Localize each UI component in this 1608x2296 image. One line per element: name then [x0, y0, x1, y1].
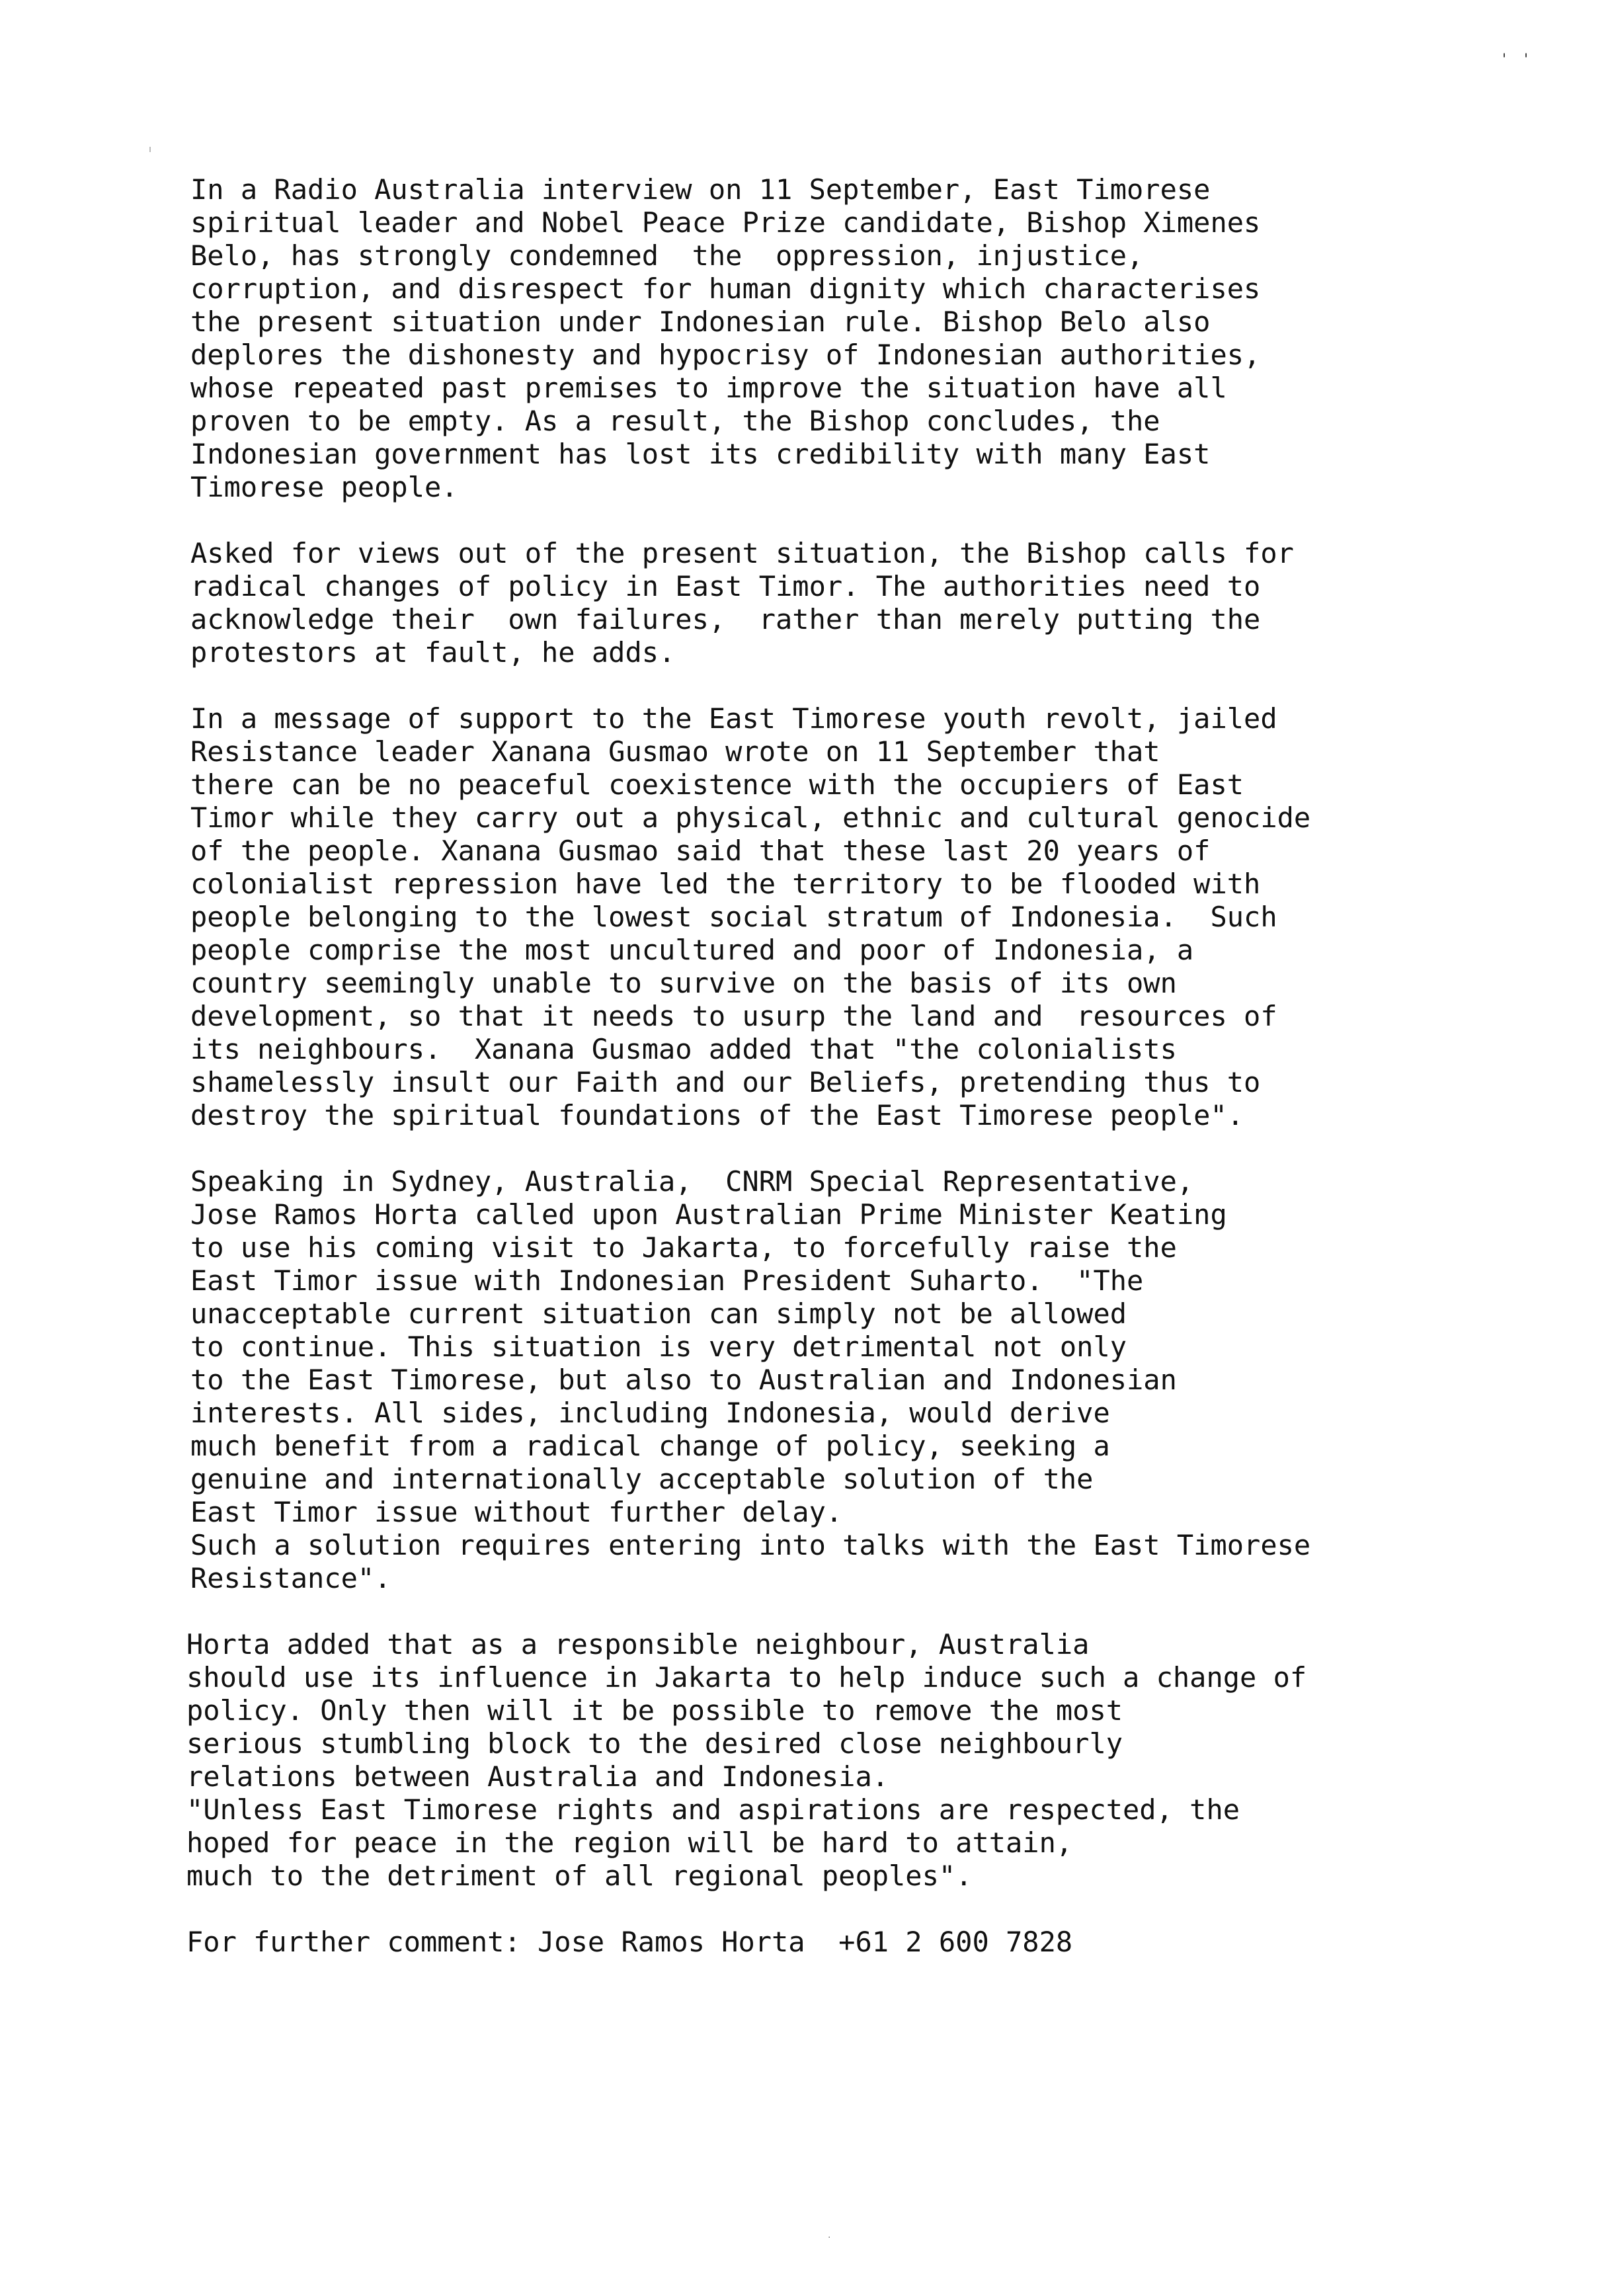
text-line: destroy the spiritual foundations of the East Timorese people".: [190, 1099, 1244, 1131]
text-line: interests. All sides, including Indonesia, would derive: [190, 1397, 1110, 1429]
text-line: unacceptable current situation can simply not be allowed: [190, 1297, 1127, 1330]
text-line: Asked for views out of the present situation, the Bishop calls for: [190, 537, 1294, 569]
text-line: whose repeated past premises to improve the situation have all: [190, 372, 1227, 404]
margin-mark: [149, 147, 151, 152]
paragraph-1: [190, 173, 1519, 504]
text-line: Horta added that as a responsible neighbour, Australia: [186, 1628, 1090, 1660]
paragraph-5: [186, 1628, 1519, 1893]
text-line: Indonesian government has lost its credibility with many East: [190, 438, 1211, 470]
text-line: relations between Australia and Indonesia.: [186, 1760, 889, 1793]
text-line: much to the detriment of all regional peoples".: [186, 1860, 973, 1892]
corner-mark: ' ': [1502, 52, 1535, 68]
text-line: Speaking in Sydney, Australia, CNRM Special Representative,: [190, 1165, 1194, 1198]
text-line: people comprise the most uncultured and poor of Indonesia, a: [190, 934, 1194, 966]
text-line: Jose Ramos Horta called upon Australian Prime Minister Keating: [190, 1198, 1227, 1231]
text-line: acknowledge their own failures, rather than merely putting the: [190, 603, 1261, 636]
text-line: to use his coming visit to Jakarta, to forcefully raise the: [190, 1231, 1177, 1264]
text-line: deplores the dishonesty and hypocrisy of Indonesian authorities,: [190, 339, 1261, 371]
text-line: country seemingly unable to survive on the basis of its own: [190, 967, 1177, 999]
text-line: its neighbours. Xanana Gusmao added that "the colonialists: [190, 1033, 1177, 1065]
text-line: spiritual leader and Nobel Peace Prize candidate, Bishop Ximenes: [190, 206, 1261, 239]
text-line: East Timor issue with Indonesian President Suharto. "The: [190, 1264, 1144, 1297]
text-line: Belo, has strongly condemned the oppression, injustice,: [190, 239, 1144, 272]
text-line: of the people. Xanana Gusmao said that these last 20 years of: [190, 835, 1211, 867]
text-line: policy. Only then will it be possible to remove the most: [186, 1694, 1123, 1727]
paragraph-6: [186, 1926, 1519, 1959]
text-line: corruption, and disrespect for human dignity which characterises: [190, 272, 1261, 305]
paragraph-3: [190, 702, 1519, 1132]
document-body: [186, 173, 1519, 1992]
text-line: Such a solution requires entering into talks with the East Timorese: [190, 1529, 1311, 1561]
text-line: proven to be empty. As a result, the Bishop concludes, the: [190, 405, 1160, 437]
text-line: For further comment: Jose Ramos Horta +61 2 600 7828: [186, 1926, 1073, 1958]
text-line: hoped for peace in the region will be hard to attain,: [186, 1826, 1073, 1859]
text-line: much benefit from a radical change of policy, seeking a: [190, 1430, 1110, 1462]
text-line: "Unless East Timorese rights and aspirations are respected, the: [186, 1793, 1240, 1826]
text-line: there can be no peaceful coexistence with the occupiers of East: [190, 768, 1244, 801]
bottom-mark: .: [828, 2230, 831, 2240]
text-line: genuine and internationally acceptable solution of the: [190, 1463, 1094, 1495]
text-line: colonialist repression have led the territory to be flooded with: [190, 868, 1261, 900]
text-line: shamelessly insult our Faith and our Beliefs, pretending thus to: [190, 1066, 1261, 1098]
text-line: to continue. This situation is very detrimental not only: [190, 1331, 1127, 1363]
text-line: the present situation under Indonesian rule. Bishop Belo also: [190, 306, 1211, 338]
paragraph-2: [190, 537, 1519, 669]
text-line: serious stumbling block to the desired close neighbourly: [186, 1727, 1123, 1760]
text-line: Timorese people.: [190, 471, 458, 503]
text-line: radical changes of policy in East Timor. The authorities need to: [190, 570, 1261, 602]
text-line: Timor while they carry out a physical, ethnic and cultural genocide: [190, 801, 1311, 834]
text-line: to the East Timorese, but also to Australian and Indonesian: [190, 1364, 1177, 1396]
text-line: In a message of support to the East Timorese youth revolt, jailed: [190, 702, 1277, 735]
text-line: Resistance leader Xanana Gusmao wrote on 11 September that: [190, 735, 1160, 768]
text-line: Resistance".: [190, 1562, 391, 1594]
text-line: protestors at fault, he adds.: [190, 636, 676, 669]
text-line: people belonging to the lowest social stratum of Indonesia. Such: [190, 901, 1277, 933]
text-line: development, so that it needs to usurp the land and resources of: [190, 1000, 1277, 1032]
text-line: East Timor issue without further delay.: [190, 1496, 843, 1528]
paragraph-4: [190, 1165, 1519, 1595]
text-line: should use its influence in Jakarta to help induce such a change of: [186, 1661, 1307, 1694]
text-line: In a Radio Australia interview on 11 September, East Timorese: [190, 173, 1211, 206]
